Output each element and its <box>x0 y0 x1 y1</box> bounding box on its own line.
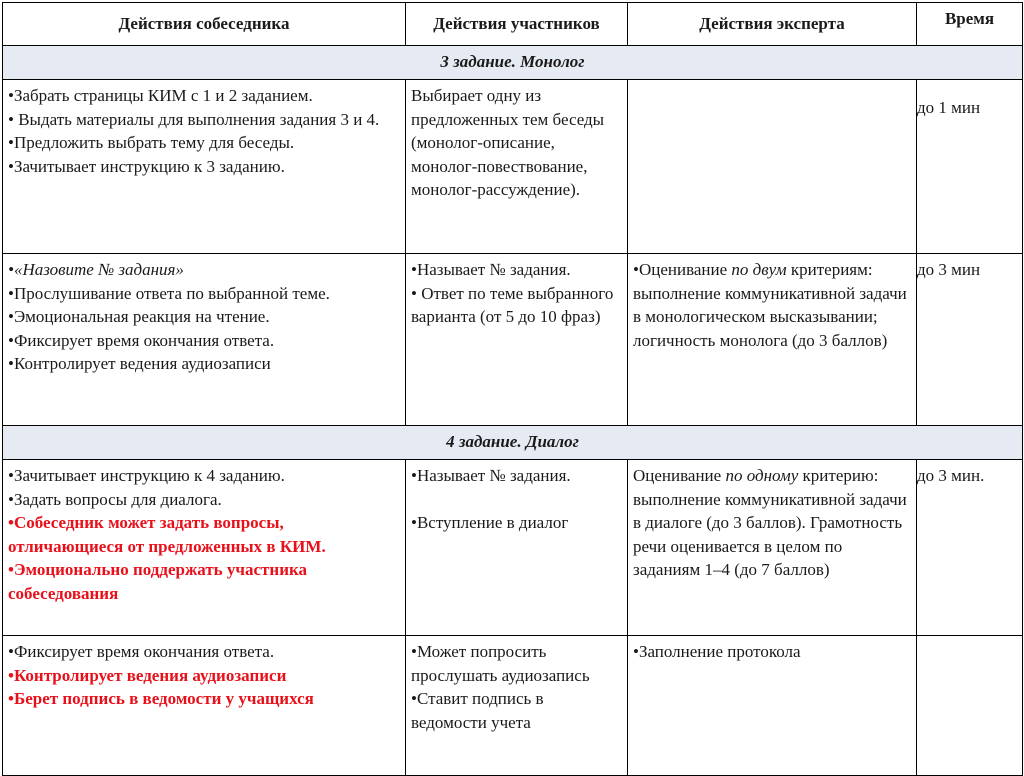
expert-cell <box>628 460 917 636</box>
interviewer-item: •Задать вопросы для диалога. <box>8 489 222 509</box>
participant-item: •Называет № задания. <box>411 260 571 279</box>
interviewer-item: •Прослушивание ответа по выбранной теме. <box>8 283 330 303</box>
participant-item: •Может попросить прослушать аудиозапись <box>411 642 590 685</box>
interviewer-cell <box>3 636 406 776</box>
time-cell <box>917 80 1023 254</box>
expert-item: •Заполнение протокола <box>633 642 801 661</box>
interviewer-item: •«Назовите № задания» <box>8 260 184 279</box>
interviewer-item: •Эмоциональная реакция на чтение. <box>8 307 270 326</box>
table-row <box>3 636 1023 776</box>
header-participants: Действия участников <box>406 3 628 46</box>
expert-cell <box>628 80 917 254</box>
interviewer-item: •Зачитывает инструкцию к 3 заданию. <box>8 156 285 176</box>
interviewer-item: •Зачитывает инструкцию к 4 заданию. <box>8 466 285 485</box>
participant-cell <box>406 80 628 254</box>
interviewer-item: • Выдать материалы для выполнения задания 3 и 4. <box>8 109 380 129</box>
header-expert: Действия эксперта <box>628 3 917 46</box>
section-title-monologue: 3 задание. Монолог <box>3 46 1023 80</box>
participant-cell <box>406 636 628 776</box>
table-row <box>3 80 1023 254</box>
participant-cell <box>406 254 628 426</box>
section-row <box>3 46 1023 80</box>
expert-cell <box>628 254 917 426</box>
participant-item: • Ответ по теме выбранного варианта (от 5 до 10 фраз) <box>411 283 614 326</box>
time-value: до 1 мин <box>917 98 981 117</box>
expert-cell <box>628 636 917 776</box>
expert-text: критериям: выполнение коммуникативной задачи в монологическом высказывании; логичность монолога (до 3 баллов) <box>633 260 907 350</box>
interviewer-item-highlight: •Эмоционально поддержать участника собеседования <box>8 560 308 603</box>
interviewer-item: •Забрать страницы КИМ с 1 и 2 заданием. <box>8 86 313 105</box>
participant-item: •Ставит подпись в ведомости учета <box>411 689 544 732</box>
participant-cell <box>406 460 628 636</box>
expert-emphasis: по одному <box>725 466 799 485</box>
interviewer-item-highlight: •Собеседник может задать вопросы, отличающиеся от предложенных в КИМ. <box>8 513 326 556</box>
section-row <box>3 426 1023 460</box>
expert-emphasis: по двум <box>731 260 787 279</box>
participant-item: •Называет № задания. <box>411 466 571 485</box>
time-value: до 3 мин <box>917 260 981 279</box>
interviewer-cell <box>3 254 406 426</box>
header-time: Время <box>917 3 1023 46</box>
interviewer-item: •Предложить выбрать тему для беседы. <box>8 133 295 152</box>
header-row <box>3 3 1023 46</box>
interviewer-item-highlight: •Контролирует ведения аудиозаписи <box>8 665 287 685</box>
expert-text: •Оценивание <box>633 260 732 279</box>
header-interviewer: Действия собеседника <box>3 3 406 46</box>
participant-item: Выбирает одну из предложенных тем беседы (монолог-описание, монолог-повествование, монолог-рассуждение). <box>411 86 605 199</box>
table-row <box>3 460 1023 636</box>
procedure-table <box>2 2 1023 776</box>
time-cell <box>917 460 1023 636</box>
table-row <box>3 254 1023 426</box>
interviewer-item-highlight: •Берет подпись в ведомости у учащихся <box>8 689 314 708</box>
expert-text: Оценивание <box>633 466 726 485</box>
interviewer-item: •Фиксирует время окончания ответа. <box>8 642 275 661</box>
interviewer-item: •Контролирует ведения аудиозаписи <box>8 354 271 373</box>
interviewer-cell <box>3 460 406 636</box>
section-title-dialogue: 4 задание. Диалог <box>3 426 1023 460</box>
time-cell <box>917 636 1023 776</box>
expert-text: критерию: выполнение коммуникативной задачи в диалоге (до 3 баллов). Грамотность речи оценивается в целом по заданиям 1–4 (до 7 баллов) <box>633 466 907 579</box>
interviewer-item: •Фиксирует время окончания ответа. <box>8 330 275 350</box>
time-value: до 3 мин. <box>917 466 985 485</box>
participant-item: •Вступление в диалог <box>411 512 569 532</box>
time-cell <box>917 254 1023 426</box>
interviewer-cell <box>3 80 406 254</box>
